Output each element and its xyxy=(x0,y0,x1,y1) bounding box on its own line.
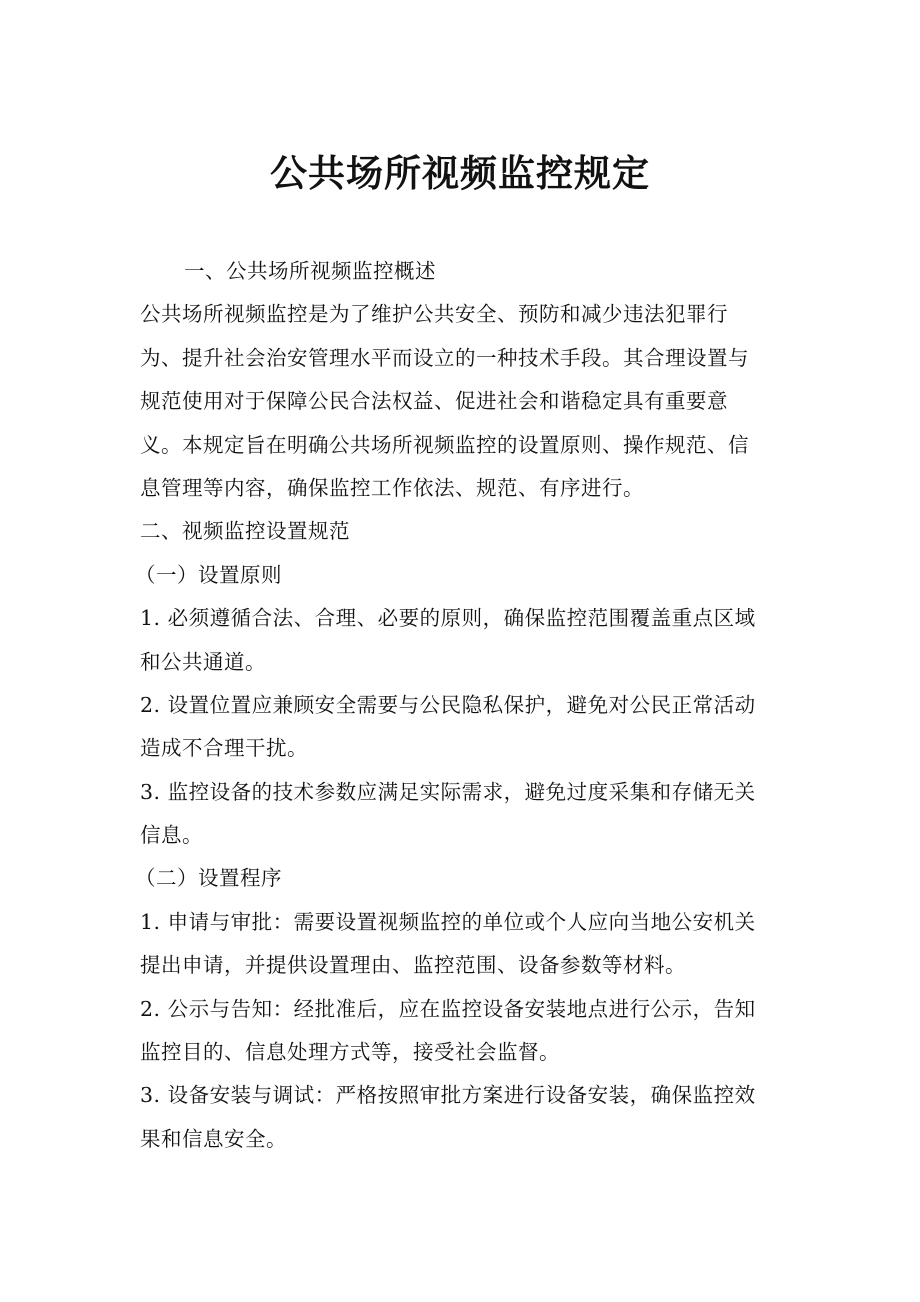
list-item-line: 信息。 xyxy=(140,823,203,848)
paragraph-line: 公共场所视频监控是为了维护公共安全、预防和减少违法犯罪行 xyxy=(140,302,728,327)
paragraph-line: 义。本规定旨在明确公共场所视频监控的设置原则、操作规范、信 xyxy=(140,432,749,457)
list-item-line: 2. 公示与告知：经批准后，应在监控设备安装地点进行公示，告知 xyxy=(140,996,756,1021)
list-item-line: 提出申请，并提供设置理由、监控范围、设备参数等材料。 xyxy=(140,953,686,978)
list-item-line: 和公共通道。 xyxy=(140,649,266,674)
list-item-line: 3. 设备安装与调试：严格按照审批方案进行设备安装，确保监控效 xyxy=(140,1083,756,1108)
list-item-line: 监控目的、信息处理方式等，接受社会监督。 xyxy=(140,1040,560,1065)
list-item-line: 1. 申请与审批：需要设置视频监控的单位或个人应向当地公安机关 xyxy=(140,909,756,934)
subsection-heading-procedure: （二）设置程序 xyxy=(135,866,282,891)
list-item-line: 造成不合理干扰。 xyxy=(140,736,308,761)
paragraph-line: 规范使用对于保障公民合法权益、促进社会和谐稳定具有重要意 xyxy=(140,389,728,414)
list-item-line: 果和信息安全。 xyxy=(140,1126,287,1151)
subsection-heading-principles: （一）设置原则 xyxy=(135,562,282,587)
section-heading-setup-rules: 二、视频监控设置规范 xyxy=(140,519,350,544)
paragraph-line: 为、提升社会治安管理水平而设立的一种技术手段。其合理设置与 xyxy=(140,345,749,370)
document-body xyxy=(135,250,780,1161)
section-heading-overview: 一、公共场所视频监控概述 xyxy=(184,259,436,283)
paragraph-line: 息管理等内容，确保监控工作依法、规范、有序进行。 xyxy=(140,475,644,500)
list-item-line: 3. 监控设备的技术参数应满足实际需求，避免过度采集和存储无关 xyxy=(140,779,756,804)
document-title: 公共场所视频监控规定 xyxy=(270,152,650,195)
list-item-line: 1. 必须遵循合法、合理、必要的原则，确保监控范围覆盖重点区域 xyxy=(140,606,756,631)
list-item-line: 2. 设置位置应兼顾安全需要与公民隐私保护，避免对公民正常活动 xyxy=(140,692,756,717)
